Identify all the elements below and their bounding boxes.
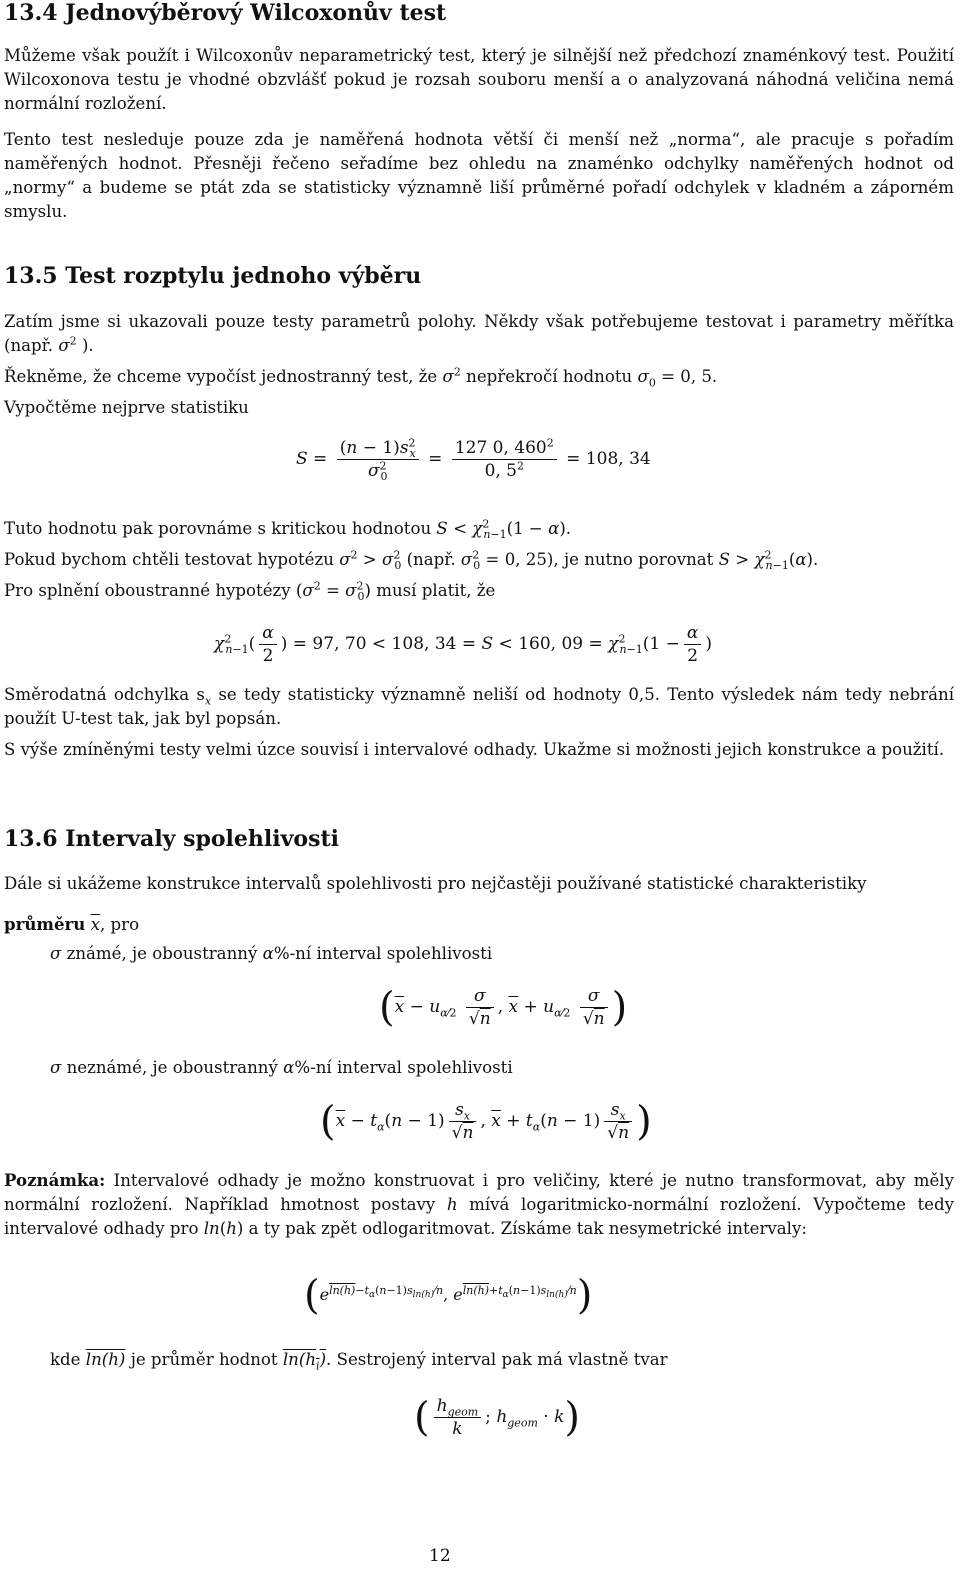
paragraph-13-5-7: Směrodatná odchylka $s_x$ se tedy statisticky významně neliší od hodnoty 0,5. Tento výsledek nám tedy nebrání použít U-test tak, jak byl popsán. — [4, 685, 955, 728]
paragraph-sigma-known: σ známé, je oboustranný α%-ní interval spolehlivosti — [50, 944, 493, 963]
paragraph-13-6-1: Dále si ukážeme konstrukce intervalů spolehlivosti pro nejčastěji používané statistické charakteristiky — [4, 874, 867, 893]
section-title-13-5: 13.5 Test rozptylu jednoho výběru — [4, 263, 422, 289]
equation-interval-known: ($\overline{x} - u_{\alpha⁄2}$ $\frac{\sigma}{√n}$ , $\overline{x} + u_{\alpha⁄2}$ $\frac{\sigma}{√n}$ ) — [379, 984, 628, 1031]
paragraph-kde: kde ln(h) je průměr hodnot $\ln(h_i)$. Sestrojený interval pak má vlastně tvar — [50, 1350, 668, 1373]
paragraph-13-5-4: Tuto hodnotu pak porovnáme s kritickou hodnotou $S < \chi^2_{n-1}(1 - \alpha)$. — [4, 517, 572, 542]
paragraph-note: Poznámka: Intervalové odhady je možno konstruovat i pro veličiny, které je nutno transformovat, aby měly normální rozložení. Například hmotnost postavy h mívá logaritmicko-normální rozložení. Vypočteme tedy intervalové odhady pro ln(h) a ty pak zpět odlogaritmovat. Získáme tak nesymetrické intervaly: — [4, 1170, 954, 1238]
paragraph-13-4-2: Tento test nesleduje pouze zda je naměřená hodnota větší či menší než „norma“, ale pracuje s pořadím naměřených hodnot. Přesněji řečeno seřadíme bez ohledu na znaménko odchylky naměřených hodnot od „normy“ a budeme se ptát zda se statisticky významně liší průměrné pořadí odchylek v kladném a záporném smyslu. — [4, 130, 954, 221]
paragraph-13-5-1: Zatím jsme si ukazovali pouze testy parametrů polohy. Někdy však potřebujeme testovat i parametry měřítka (např. $\sigma^2$ ). — [4, 312, 954, 355]
paragraph-13-5-5: Pokud bychom chtěli testovat hypotézu $\sigma^2 > \sigma^2_0$ (např. $\sigma^2_0 = 0$, 25), je nutno porovnat $S > \chi^2_{n-1}(\alpha)$. — [4, 548, 819, 573]
paragraph-13-6-mean: průměru $\overline{x}$, pro — [4, 914, 140, 934]
equation-interval-unknown: ($\overline{x} - t_\alpha(n - 1)$ $\frac{s_x}{√n}$ , $\overline{x} + t_\alpha(n - 1)$ $\frac{s_x}{√n}$ ) — [320, 1098, 652, 1145]
paragraph-13-5-2: Řekněme, že chceme vypočíst jednostranný test, že $\sigma^2$ nepřekročí hodnotu $\sigma_0 = 0$, 5. — [4, 365, 718, 390]
equation-interval-geometric: ( $\frac{h_{geom}}{k}$ ; $h_{geom} \cdot k$) — [414, 1394, 581, 1441]
paragraph-13-5-6: Pro splnění oboustranné hypotézy $(\sigma^2 = \sigma^2_0)$ musí platit, že — [4, 579, 496, 604]
paragraph-13-5-3: Vypočtěme nejprve statistiku — [4, 398, 249, 417]
page-number: 12 — [429, 1546, 451, 1566]
paragraph-13-4-1: Můžeme však použít i Wilcoxonův neparametrický test, který je silnější než předchozí znaménkový test. Použití Wilcoxonova testu je vhodné obzvlášť pokud je rozsah souboru menší a o analyzovaná náhodná veličina nemá normální rozložení. — [4, 46, 954, 113]
equation-interval-exponential: ($e^{ln(h)-t_\alpha(n-1)s_{ln(h)}⁄n}$, $e^{ln(h)+t_\alpha(n-1)s_{ln(h)}⁄n}$) — [304, 1272, 593, 1319]
equation-two-sided: $\chi^2_{n-1}$( $\frac{\alpha}{2}$ ) = 97, 70 < 108, 34 = S < 160, $09 = \chi^2_{n-1}(1$ − $\frac{\alpha}{2}$ ) — [214, 623, 713, 666]
section-title-13-6: 13.6 Intervaly spolehlivosti — [4, 826, 339, 852]
equation-statistic-s: S = $\frac{(n - 1)s^2_x}{\sigma^2_0}$ = $\frac{127 0, 460^2}{0, 5^2}$ = 108, 34 — [296, 436, 651, 484]
section-title-13-4: 13.4 Jednovýběrový Wilcoxonův test — [4, 0, 447, 26]
paragraph-sigma-unknown: σ neznámé, je oboustranný α%-ní interval spolehlivosti — [50, 1058, 513, 1077]
paragraph-13-5-8: S výše zmíněnými testy velmi úzce souvisí i intervalové odhady. Ukažme si možnosti jejich konstrukce a použití. — [4, 740, 945, 759]
